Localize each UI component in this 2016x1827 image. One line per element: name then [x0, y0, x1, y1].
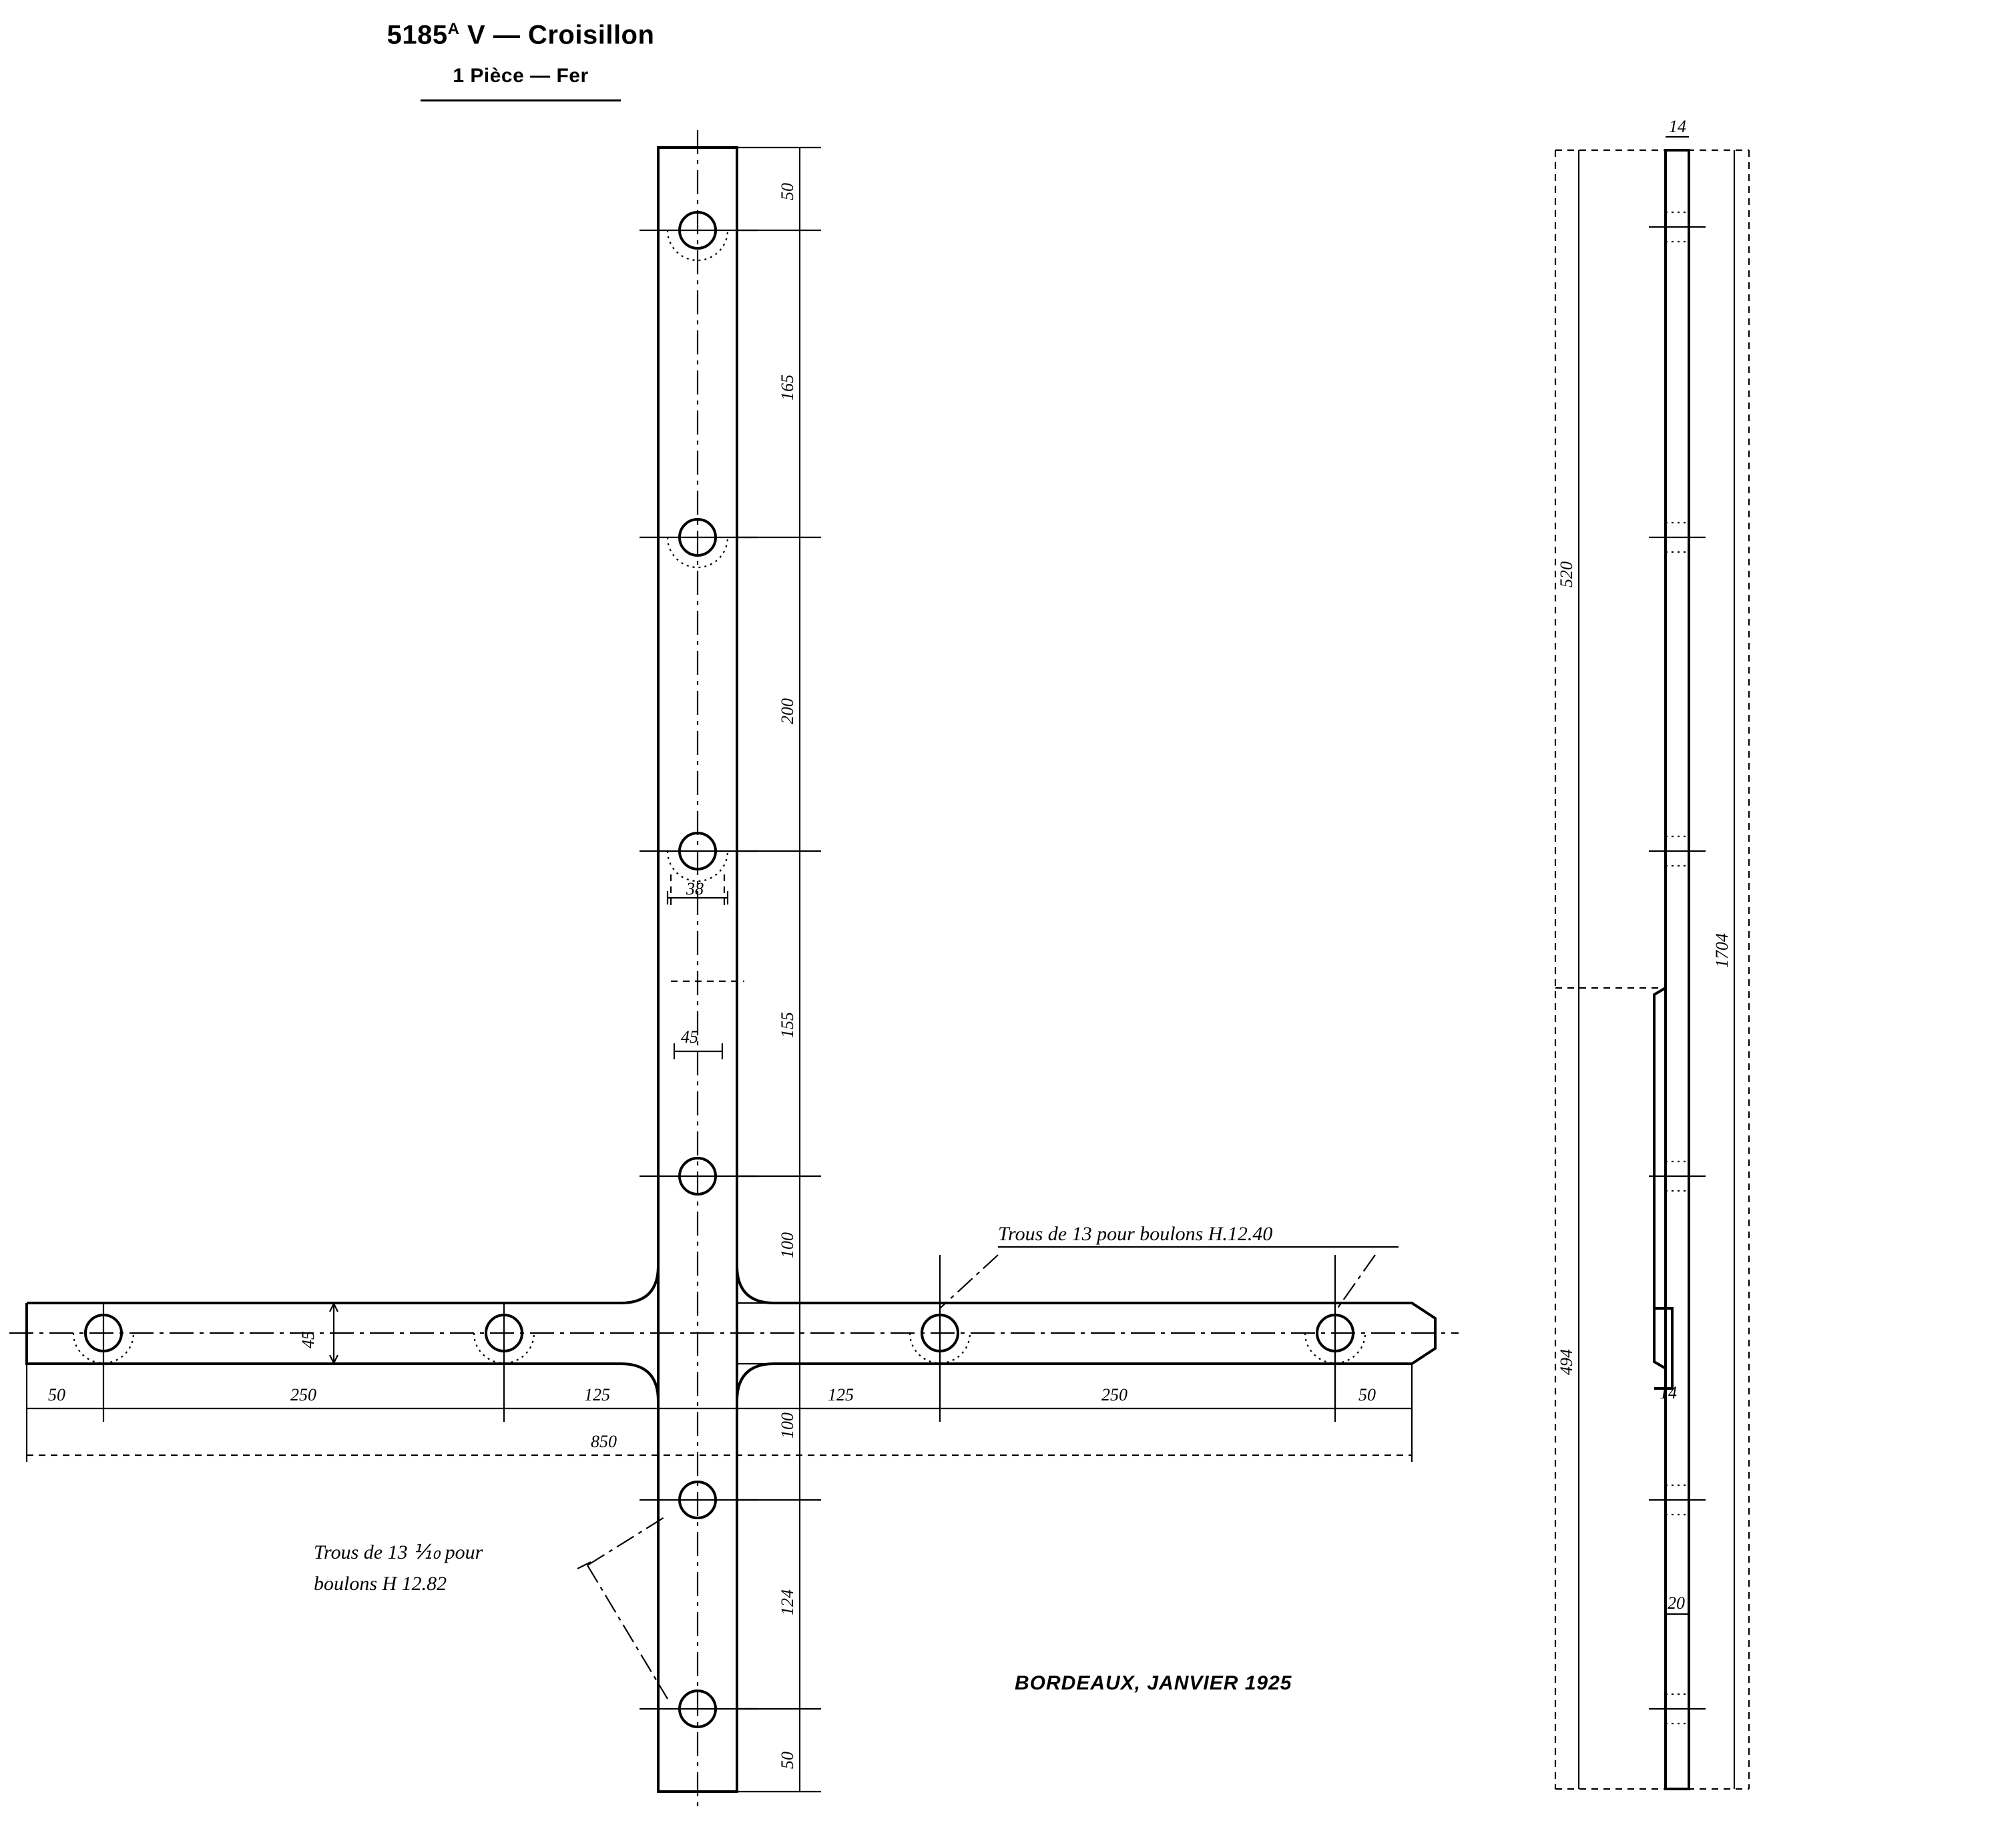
- dim-v-50-top: 50: [778, 183, 797, 200]
- footer-caption: BORDEAUX, JANVIER 1925: [1015, 1672, 1292, 1694]
- dim-v-165: 165: [778, 374, 797, 401]
- dim-20: 20: [1668, 1593, 1685, 1613]
- dim-45-horizontal: 45: [298, 1331, 318, 1348]
- front-view-holes-horizontal: [73, 1315, 1365, 1363]
- front-view-vertical-dimension-chain: [737, 148, 821, 1792]
- dim-v-50-bottom: 50: [778, 1752, 797, 1769]
- dim-14-lower: 14: [1660, 1383, 1677, 1402]
- dim-v-100-lower: 100: [778, 1412, 797, 1439]
- dim-520: 520: [1557, 561, 1576, 587]
- dim-h-250-left: 250: [290, 1385, 316, 1404]
- dim-h-50-left: 50: [48, 1385, 65, 1404]
- side-view-outline: [1649, 150, 1706, 1789]
- title-superscript: A: [447, 20, 460, 38]
- title-dash: —: [493, 20, 521, 50]
- dim-h-250-right: 250: [1101, 1385, 1127, 1404]
- dim-v-100-upper: 100: [778, 1232, 797, 1258]
- dim-h-125-right: 125: [828, 1385, 854, 1404]
- dim-overall-850: 850: [591, 1432, 617, 1451]
- dim-v-155: 155: [778, 1012, 797, 1038]
- note-leader-bottom-holes: [314, 1515, 668, 1699]
- dim-494: 494: [1557, 1349, 1576, 1375]
- title-roman: V: [467, 20, 486, 50]
- note-holes-bottom-line1: Trous de 13 ⅒ pour: [314, 1541, 483, 1563]
- dim-v-124: 124: [778, 1589, 797, 1615]
- dim-h-125-left: 125: [584, 1385, 610, 1404]
- front-view-horizontal-dimension-chain: [27, 1364, 1412, 1462]
- front-view-offset-45-vertical: [671, 981, 744, 1059]
- dim-38: 38: [686, 879, 704, 898]
- title-name: Croisillon: [527, 20, 655, 50]
- front-view-outline: [27, 148, 1435, 1792]
- front-view-centerlines: [9, 130, 1459, 1809]
- note-holes-top: Trous de 13 pour boulons H.12.40: [998, 1223, 1273, 1245]
- title-number: 5185: [387, 20, 448, 50]
- note-holes-bottom-line2: boulons H 12.82: [314, 1573, 447, 1595]
- title-subtitle: 1 Pièce — Fer: [453, 65, 589, 87]
- dim-14-top: 14: [1669, 117, 1686, 136]
- dim-h-50-right: 50: [1358, 1385, 1376, 1404]
- dim-1704: 1704: [1712, 933, 1732, 968]
- dim-45-vertical: 45: [681, 1027, 698, 1047]
- side-view-dimension-frame: [1555, 117, 1749, 1789]
- dim-v-200: 200: [778, 698, 797, 724]
